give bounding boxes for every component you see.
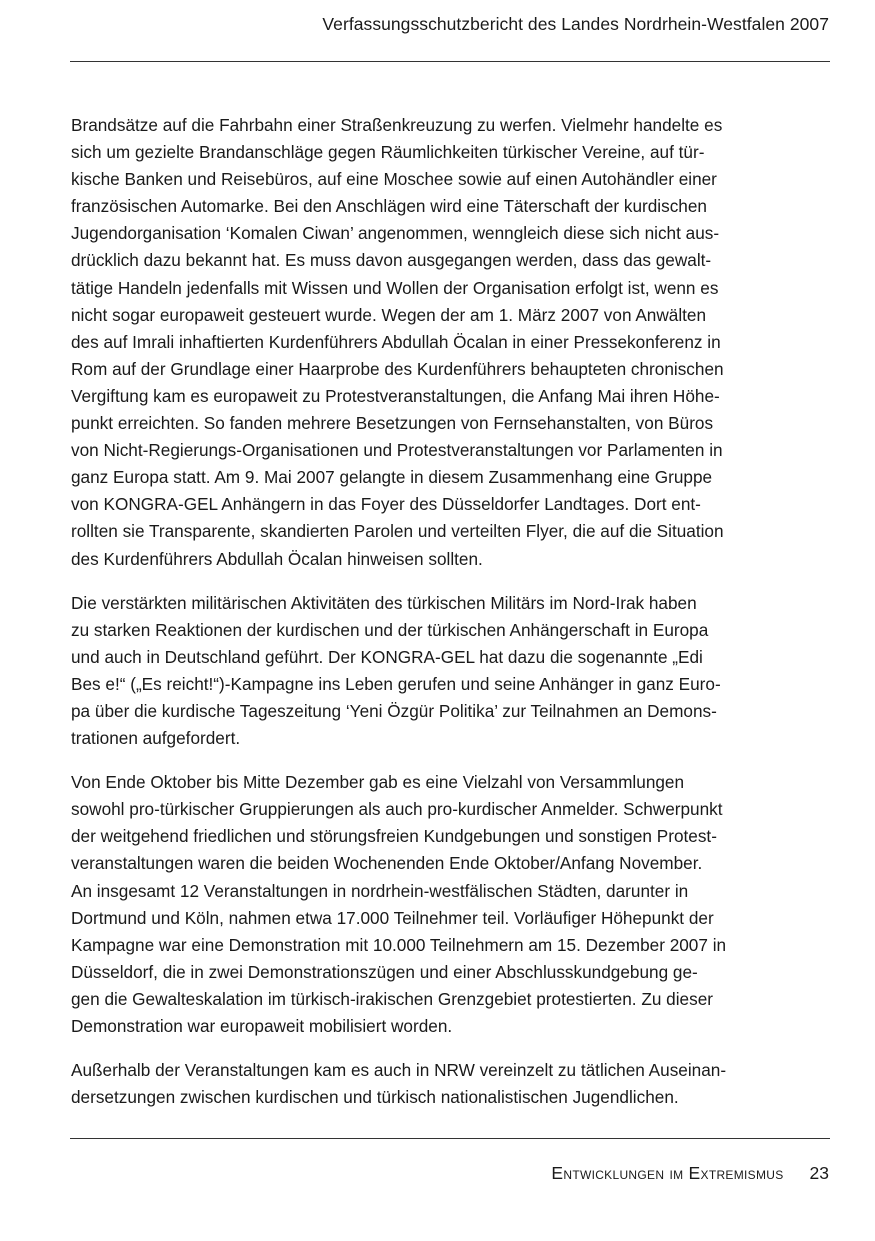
body-text — [71, 112, 787, 1128]
paragraph-1: Brandsätze auf die Fahrbahn einer Straßenkreuzung zu werfen. Vielmehr handelte es sich um gezielte Brandanschläge gegen Räumlichkeiten türkischer Vereine, auf tür- kische Banken und Reisebüros, auf eine Moschee sowie auf einen Autohändler einer französischen Automarke. Bei den Anschlägen wird eine Täterschaft der kurdischen Jugendorganisation ‘Komalen Ciwan’ angenommen, wenngleich diese sich nicht aus- drücklich dazu bekannt hat. Es muss davon ausgegangen werden, dass das gewalt- tätige Handeln jedenfalls mit Wissen und Wollen der Organisation erfolgt ist, wenn es nicht sogar europaweit gesteuert wurde. Wegen der am 1. März 2007 von Anwälten des auf Imrali inhaftierten Kurdenführers Abdullah Öcalan in einer Pressekonferenz in Rom auf der Grundlage einer Haarprobe des Kurdenführers behaupteten chronischen Vergiftung kam es europaweit zu Protestveranstaltungen, die Anfang Mai ihren Höhe- punkt erreichten. So fanden mehrere Besetzungen von Fernsehanstalten, von Büros von Nicht-Regierungs-Organisationen und Protestveranstaltungen vor Parlamenten in ganz Europa statt. Am 9. Mai 2007 gelangte in diesem Zusammenhang eine Gruppe von KONGRA-GEL Anhängern in das Foyer des Düsseldorfer Landtages. Dort ent- rollten sie Transparente, skandierten Parolen und verteilten Flyer, die auf die Situation des Kurdenführers Abdullah Öcalan hinweisen sollten. — [71, 115, 724, 569]
footer-section-title: Entwicklungen im Extremismus — [551, 1163, 784, 1183]
page-footer — [551, 1163, 829, 1184]
page-number: 23 — [809, 1163, 829, 1183]
paragraph-3: Von Ende Oktober bis Mitte Dezember gab es eine Vielzahl von Versammlungen sowohl pro-türkischer Gruppierungen als auch pro-kurdischer Anmelder. Schwerpunkt der weitgehend friedlichen und störungsfreien Kundgebungen und sonstigen Protest- veranstaltungen waren die beiden Wochenenden Ende Oktober/Anfang November. An insgesamt 12 Veranstaltungen in nordrhein-westfälischen Städten, darunter in Dortmund und Köln, nahmen etwa 17.000 Teilnehmer teil. Vorläufiger Höhepunkt der Kampagne war eine Demonstration mit 10.000 Teilnehmern am 15. Dezember 2007 in Düsseldorf, die in zwei Demonstrationszügen und einer Abschlusskundgebung ge- gen die Gewalteskalation im türkisch-irakischen Grenzgebiet protestierten. Zu dieser Demonstration war europaweit mobilisiert worden. — [71, 772, 727, 1036]
running-header-title: Verfassungsschutzbericht des Landes Nordrhein-Westfalen 2007 — [322, 14, 829, 34]
paragraph-2: Die verstärkten militärischen Aktivitäten des türkischen Militärs im Nord-Irak haben zu starken Reaktionen der kurdischen und der türkischen Anhängerschaft in Europa und auch in Deutschland geführt. Der KONGRA-GEL hat dazu die sogenannte „Edi Bes e!“ („Es reicht!“)-Kampagne ins Leben gerufen und seine Anhänger in ganz Euro- pa über die kurdische Tageszeitung ‘Yeni Özgür Politika’ zur Teilnahmen an Demons- trationen aufgefordert. — [71, 592, 721, 749]
header-divider — [70, 61, 830, 62]
footer-divider — [70, 1138, 830, 1139]
paragraph-4: Außerhalb der Veranstaltungen kam es auch in NRW vereinzelt zu tätlichen Auseinan- dersetzungen zwischen kurdischen und türkisch nationalistischen Jugendlichen. — [71, 1060, 727, 1108]
